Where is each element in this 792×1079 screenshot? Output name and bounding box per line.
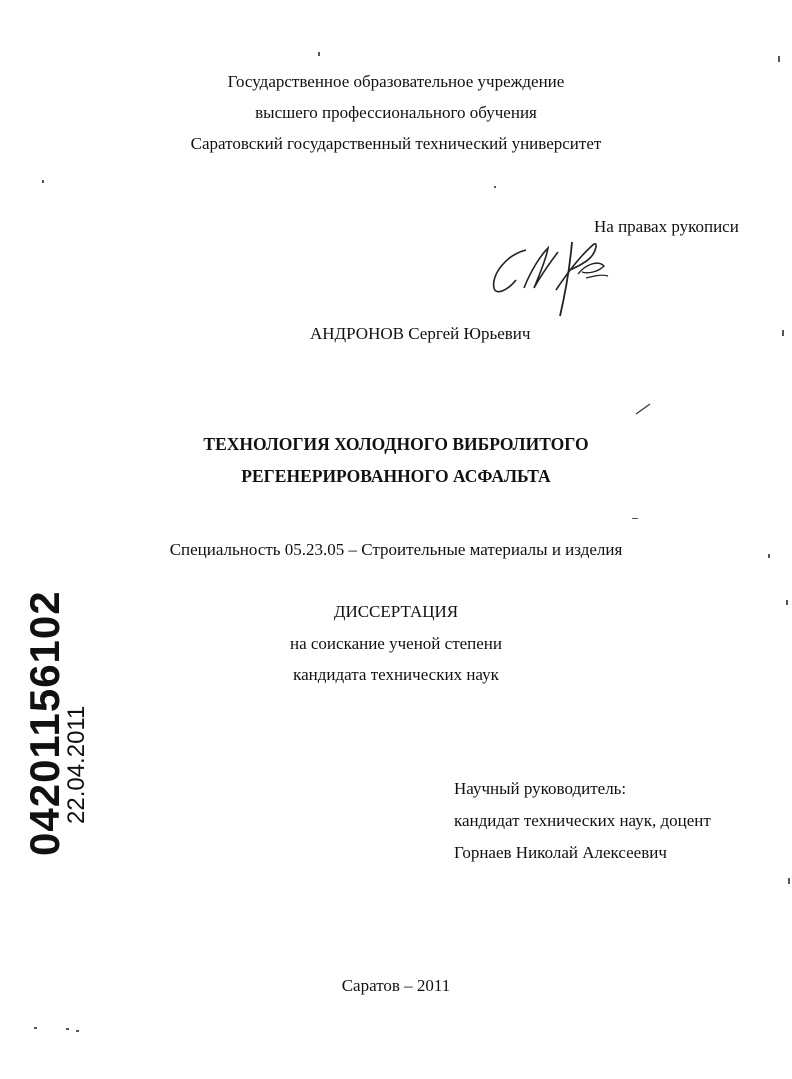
scan-speck bbox=[66, 1028, 69, 1030]
dissertation-heading: ДИССЕРТАЦИЯ bbox=[333, 602, 459, 621]
scan-speck bbox=[786, 600, 788, 605]
supervisor-name: Горнаев Николай Алексеевич bbox=[454, 843, 667, 862]
degree-line-2: кандидата технических наук bbox=[293, 665, 499, 684]
scan-speck bbox=[318, 52, 320, 56]
signature-icon bbox=[486, 230, 636, 320]
scan-speck bbox=[778, 56, 780, 62]
scan-speck bbox=[42, 180, 44, 183]
scan-speck bbox=[788, 878, 790, 884]
institution-line-3: Саратовский государственный технический университет bbox=[190, 134, 602, 153]
author-name: АНДРОНОВ Сергей Юрьевич bbox=[310, 324, 531, 343]
library-stamp-number: 04201156102 bbox=[21, 590, 68, 856]
manuscript-note: На правах рукописи bbox=[594, 217, 739, 236]
scan-speck bbox=[632, 518, 638, 519]
degree-line-1: на соискание ученой степени bbox=[289, 634, 503, 653]
supervisor-degree: кандидат технических наук, доцент bbox=[454, 811, 711, 830]
scan-speck bbox=[768, 554, 770, 558]
scan-speck bbox=[76, 1030, 79, 1032]
title-line-2: РЕГЕНЕРИРОВАННОГО АСФАЛЬТА bbox=[241, 466, 551, 486]
title-line-1: ТЕХНОЛОГИЯ ХОЛОДНОГО ВИБРОЛИТОГО bbox=[203, 434, 589, 454]
supervisor-label: Научный руководитель: bbox=[454, 779, 627, 798]
institution-line-2: высшего профессионального обучения bbox=[255, 103, 537, 122]
scan-speck bbox=[782, 330, 784, 336]
scan-speck bbox=[494, 186, 496, 188]
institution-line-1: Государственное образовательное учреждение bbox=[227, 72, 565, 91]
specialty: Специальность 05.23.05 – Строительные материалы и изделия bbox=[169, 540, 623, 559]
place-year: Саратов – 2011 bbox=[341, 976, 451, 995]
library-stamp-date: 22.04.2011 bbox=[63, 705, 90, 824]
scan-stroke bbox=[634, 402, 652, 416]
scan-speck bbox=[34, 1027, 37, 1029]
